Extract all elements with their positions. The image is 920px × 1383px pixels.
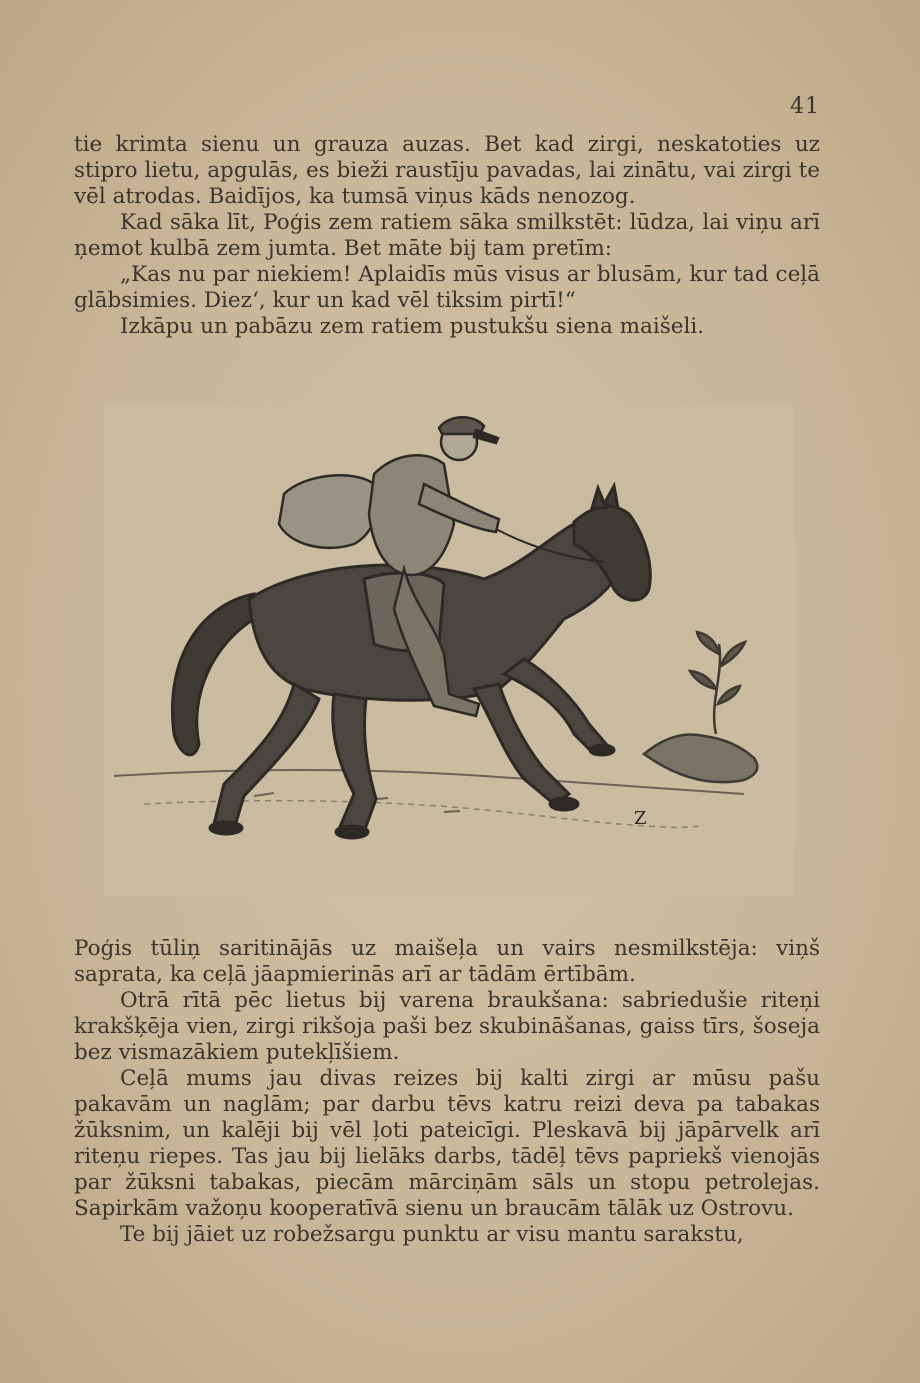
sack [279,475,378,548]
paragraph: Otrā rītā pēc lietus bij varena braukšana: sabriedušie riteņi krakšķēja vien, zirgi rikšoja paši bez skubināšanas, gaiss tīrs, šoseja bez vismazākiem putekļīšiem. [74,988,820,1065]
paragraph: Izkāpu un pabāzu zem ratiem pustukšu siena maišeli. [120,314,705,339]
paragraph: Ceļā mums jau divas reizes bij kalti zirgi ar mūsu pašu pakavām un naglām; par darbu tēvs katru reizi deva pa tabakas žūksnim, un kalēji bij vēl ļoti pateicīgi. Pleskavā bij jāpārvelk arī riteņu riepes. Tas jau bij lielāks darbs, tādēļ tēvs papriekš vienojās par žūksni tabakas, piecām mārciņām sāls un stopu petrolejas. Sapirkām važoņu kooperatīvā sienu un braucām tālāk uz Ostrovu. [74,1066,820,1221]
artist-signature: Z [634,808,647,829]
paragraph: Te bij jāiet uz robežsargu punktu ar visu mantu sarakstu, [120,1222,744,1247]
paragraph: tie krimta sienu un grauza auzas. Bet kad zirgi, neskatoties uz stipro lietu, apgulās, es bieži raustīju pavadas, lai zinātu, vai zirgi te vēl atrodas. Baidījos, ka tumsā viņus kāds nenozog. [74,132,820,209]
text-block-top [74,132,820,340]
paragraph: „Kas nu par niekiem! Aplaidīs mūs visus ar blusām, kur tad ceļā glābsimies. Diez‘, kur un kad vēl tiksim pirtī!“ [74,262,820,313]
illustration-rider-on-horse [104,404,794,896]
paragraph: Poģis tūliņ saritinājās uz maišeļa un vairs nesmilkstēja: viņš saprata, ka ceļā jāapmierinās arī ar tādām ērtībām. [74,936,820,987]
page-number: 41 [790,94,820,119]
paragraph: Kad sāka līt, Poģis zem ratiem sāka smilkstēt: lūdza, lai viņu arī ņemot kulbā zem jumta. Bet māte bij tam pretīm: [74,210,820,261]
text-block-bottom [74,936,820,1248]
